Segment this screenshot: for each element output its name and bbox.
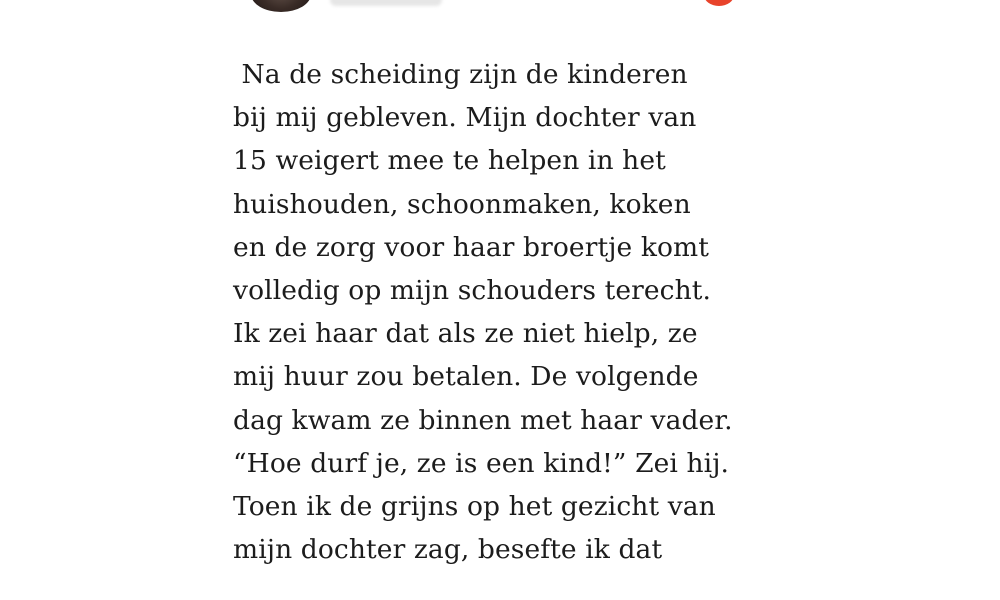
story-line: dag kwam ze binnen met haar vader. xyxy=(233,404,733,436)
story-line: Toen ik de grijns op het gezicht van xyxy=(233,491,716,523)
story-line: mijn dochter zag, besefte ik dat xyxy=(233,534,663,566)
avatar[interactable] xyxy=(251,0,311,12)
notification-dot-icon[interactable] xyxy=(704,0,734,6)
story-line: 15 weigert mee te helpen in het xyxy=(233,145,666,177)
post-header xyxy=(0,0,1000,20)
story-line: “Hoe durf je, ze is een kind!” Zei hij. xyxy=(233,447,730,479)
post-body xyxy=(233,53,793,571)
story-line: mij huur zou betalen. De volgende xyxy=(233,361,699,393)
story-line: en de zorg voor haar broertje komt xyxy=(233,231,710,263)
story-line: Na de scheiding zijn de kinderen xyxy=(233,59,688,90)
story-line: volledig op mijn schouders terecht. xyxy=(233,275,712,307)
story-line: bij mij gebleven. Mijn dochter van xyxy=(233,102,697,134)
story-line: Ik zei haar dat als ze niet hielp, ze xyxy=(233,318,698,350)
story-line: huishouden, schoonmaken, koken xyxy=(233,188,691,220)
username-placeholder[interactable] xyxy=(330,0,442,6)
